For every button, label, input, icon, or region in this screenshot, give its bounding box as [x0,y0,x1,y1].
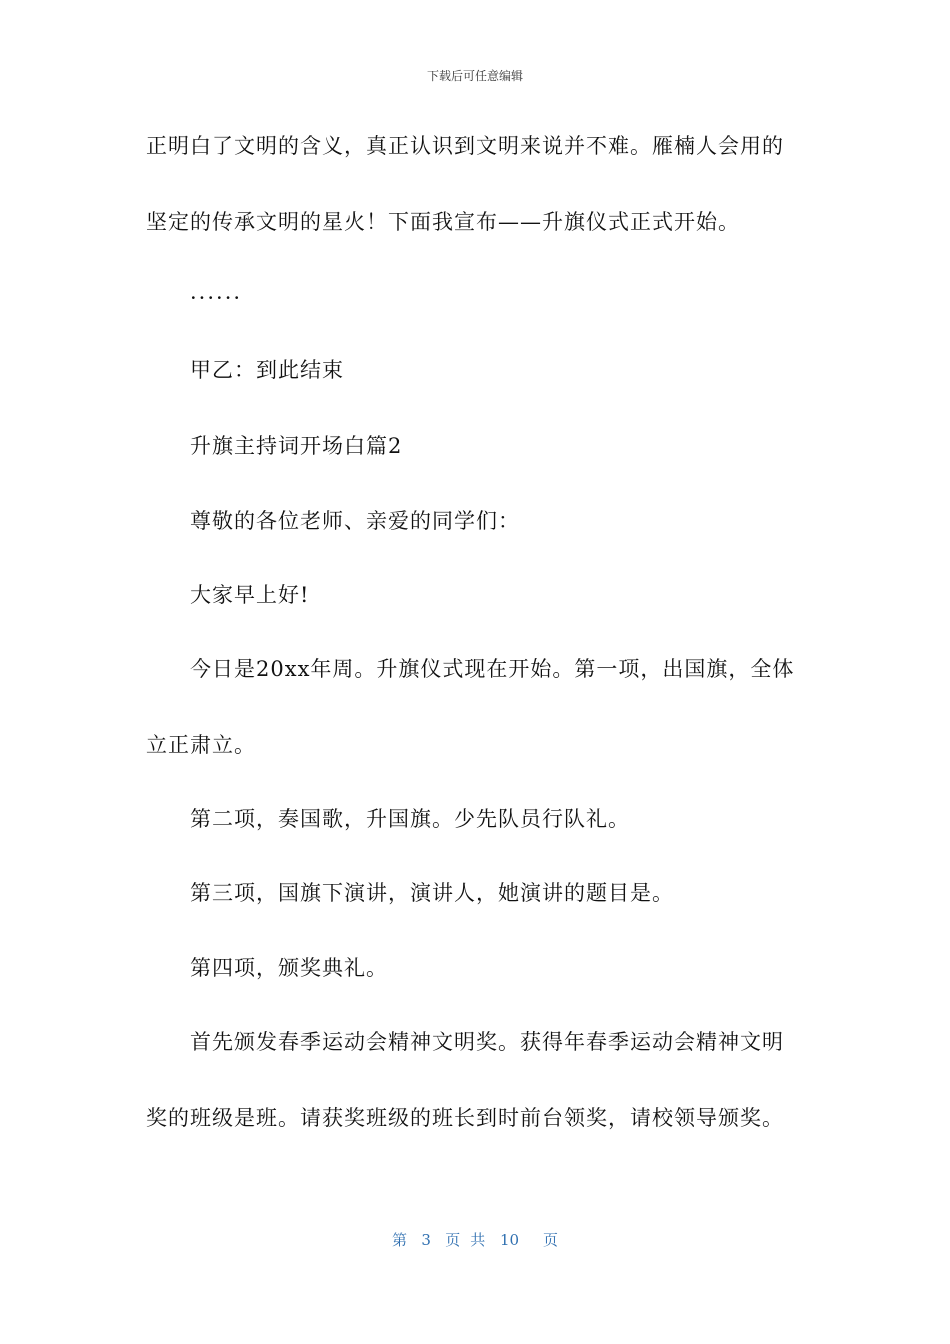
page-header: 下载后可任意编辑 [426,69,523,83]
text-line-1: 正明白了文明的含义，真正认识到文明来说并不难。雁楠人会用的 [146,134,784,158]
text-line-2: 坚定的传承文明的星火！下面我宣布——升旗仪式正式开始。 [146,210,740,234]
item-three: 第三项，国旗下演讲，演讲人，她演讲的题目是。 [190,881,674,905]
award-line-1: 首先颁发春季运动会精神文明奖。获得年春季运动会精神文明 [190,1030,784,1054]
footer-current-page: 3 [421,1231,431,1249]
text-line-opening: 今日是20xx年周。升旗仪式现在开始。第一项，出国旗，全体 [190,657,795,681]
item-four: 第四项，颁奖典礼。 [190,956,388,980]
text-line-opening-cont: 立正肃立。 [146,733,256,757]
greeting: 大家早上好! [190,583,310,607]
ellipsis-line: ······ [190,286,243,310]
footer-total-pages: 10 [500,1231,520,1249]
page-footer [0,1229,950,1250]
text-line-closing: 甲乙：到此结束 [190,358,344,382]
section-title: 升旗主持词开场白篇2 [190,434,403,458]
footer-suffix: 页 [542,1231,558,1249]
award-line-2: 奖的班级是班。请获奖班级的班长到时前台领奖，请校领导颁奖。 [146,1106,784,1130]
footer-prefix: 第 [392,1231,408,1249]
footer-middle: 页共 [445,1231,496,1249]
item-two: 第二项，奏国歌，升国旗。少先队员行队礼。 [190,807,630,831]
salutation: 尊敬的各位老师、亲爱的同学们： [190,509,520,533]
